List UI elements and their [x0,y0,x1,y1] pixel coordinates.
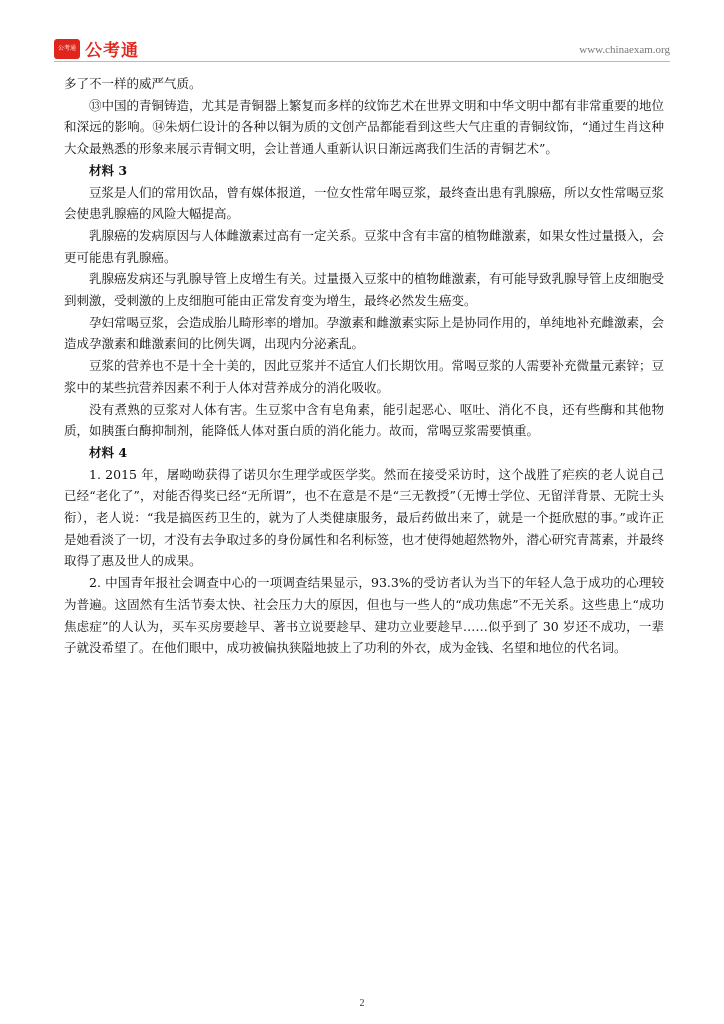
paragraph: 孕妇常喝豆浆，会造成胎儿畸形率的增加。孕激素和雌激素实际上是协同作用的，单纯地补充雌激素，会造成孕激素和雌激素间的比例失调，出现内分泌紊乱。 [64,314,665,352]
logo [54,36,139,61]
paragraph: ⑬中国的青铜铸造，尤其是青铜器上繁复而多样的纹饰艺术在世界文明和中华文明中都有非常重要的地位和深远的影响。⑭朱炳仁设计的各种以铜为质的文创产品都能看到这些大气庄重的青铜纹饰，“通过生肖这种大众最熟悉的形象来展示青铜文明，会让普通人重新认识日渐远离我们生活的青铜艺术”。 [64,97,665,157]
paragraph: 乳腺癌的发病原因与人体雌激素过高有一定关系。豆浆中含有丰富的植物雌激素，如果女性过量摄入，会更可能患有乳腺癌。 [64,227,665,265]
document-body [64,73,664,659]
paragraph: 1. 2015 年，屠呦呦获得了诺贝尔生理学或医学奖。然而在接受采访时，这个战胜了疟疾的老人说自己已经“老化了”，对能否得奖已经“无所谓”，也不在意是不是“三无教授”（无博士学位、无留洋背景、无院士头衔），老人说：“我是搞医药卫生的，就为了人类健康服务，最后药做出来了，就是一个挺欣慰的事。”或许正是她看淡了一切，才没有去争取过多的身份属性和名利标签，也才使得她超然物外，潜心研究青蒿素，并最终取得了惠及世人的成果。 [64,466,665,569]
paragraph: 豆浆是人们的常用饮品，曾有媒体报道，一位女性常年喝豆浆，最终查出患有乳腺癌，所以女性常喝豆浆会使患乳腺癌的风险大幅提高。 [64,184,665,222]
section-heading-material-4: 材料 4 [89,444,128,460]
logo-badge: 公考通 [54,39,80,59]
paragraph: 豆浆的营养也不是十全十美的，因此豆浆并不适宜人们长期饮用。常喝豆浆的人需要补充微量元素锌；豆浆中的某些抗营养因素不利于人体对营养成分的消化吸收。 [64,358,665,395]
site-url: www.chinaexam.org [579,44,670,56]
page-number: 2 [359,998,365,1009]
paragraph: 乳腺癌发病还与乳腺导管上皮增生有关。过量摄入豆浆中的植物雌激素，有可能导致乳腺导管上皮细胞受到刺激，受刺激的上皮细胞可能由正常发育变为增生，最终必然发生癌变。 [64,271,665,309]
section-heading-material-3: 材料 3 [89,162,128,178]
paragraph: 2. 中国青年报社会调查中心的一项调查结果显示，93.3%的受访者认为当下的年轻人急于成功的心理较为普遍。这固然有生活节奏太快、社会压力大的原因，但也与一些人的“成功焦虑”不无关系。这些患上“成功焦虑症”的人认为，买车买房要趁早、著书立说要趁早、建功立业要趁早……似乎到了 30 岁还不成功，一辈子就没希望了。在他们眼中，成功被偏执狭隘地披上了功利的外衣，成为金钱、名望和地位的代名词。 [64,575,664,656]
page-header [54,34,670,60]
logo-text: 公考通 [85,41,139,61]
header-divider [54,61,670,62]
paragraph: 没有煮熟的豆浆对人体有害。生豆浆中含有皂角素，能引起恶心、呕吐、消化不良，还有些酶和其他物质，如胰蛋白酶抑制剂，能降低人体对蛋白质的消化能力。故而，常喝豆浆需要慎重。 [64,401,664,439]
paragraph-continuation: 多了不一样的威严气质。 [64,76,202,91]
